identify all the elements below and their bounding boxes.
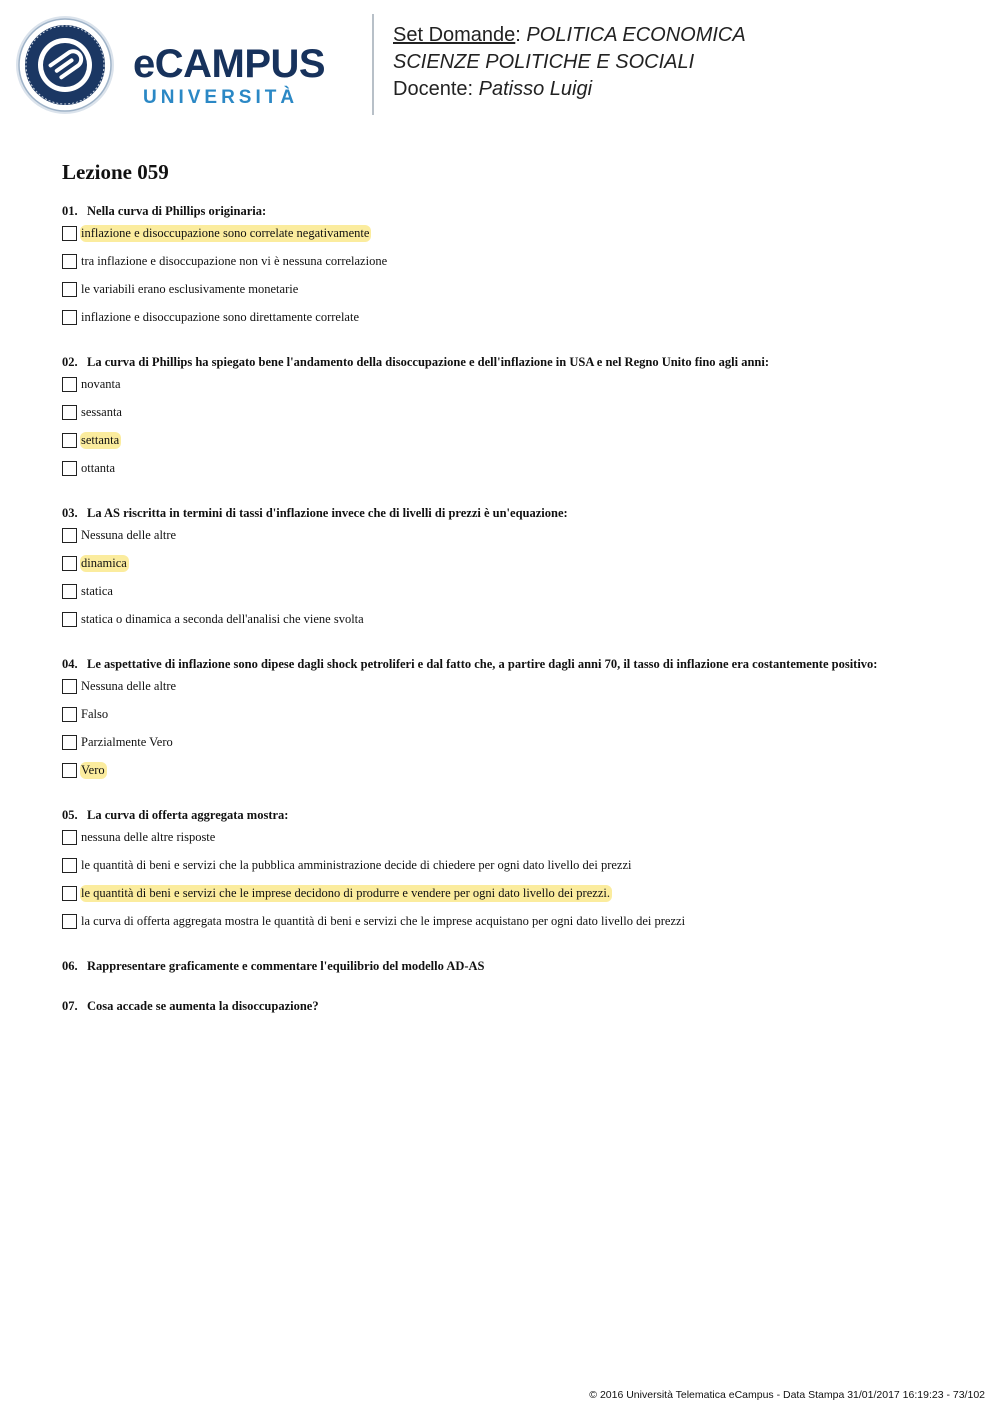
checkbox[interactable] bbox=[62, 310, 77, 325]
teacher-label: Docente: bbox=[393, 78, 474, 100]
answer-label: la curva di offerta aggregata mostra le quantità di beni e servizi che le imprese acquistano per ogni dato livello dei prezzi bbox=[81, 913, 686, 928]
answer-label: statica bbox=[81, 583, 113, 598]
checkbox[interactable] bbox=[62, 282, 77, 297]
checkbox[interactable] bbox=[62, 254, 77, 269]
answer-label: inflazione e disoccupazione sono direttamente correlate bbox=[81, 309, 359, 324]
question-item bbox=[62, 998, 962, 1014]
question-item bbox=[62, 354, 962, 482]
ecampus-wordmark bbox=[133, 44, 358, 112]
answer-option[interactable] bbox=[62, 219, 962, 247]
answer-label-highlighted: Vero bbox=[81, 762, 105, 777]
answer-option[interactable] bbox=[62, 454, 962, 482]
answer-option[interactable] bbox=[62, 700, 962, 728]
brand-subtitle: UNIVERSITÀ bbox=[143, 87, 299, 108]
checkbox[interactable] bbox=[62, 612, 77, 627]
page-footer: © 2016 Università Telematica eCampus - Data Stampa 31/01/2017 16:19:23 - 73/102 bbox=[589, 1389, 985, 1401]
answer-option[interactable] bbox=[62, 756, 962, 784]
checkbox[interactable] bbox=[62, 735, 77, 750]
answer-label: statica o dinamica a seconda dell'analisi che viene svolta bbox=[81, 611, 364, 626]
checkbox[interactable] bbox=[62, 858, 77, 873]
document-header bbox=[0, 0, 1000, 130]
checkbox[interactable] bbox=[62, 405, 77, 420]
brand-name: eCAMPUS bbox=[133, 42, 326, 86]
answer-label: tra inflazione e disoccupazione non vi è nessuna correlazione bbox=[81, 253, 388, 268]
checkbox[interactable] bbox=[62, 886, 77, 901]
question-number: 02. bbox=[62, 355, 78, 369]
course-name: POLITICA ECONOMICA bbox=[526, 24, 746, 46]
teacher-line bbox=[393, 76, 746, 103]
answer-label-highlighted: le quantità di beni e servizi che le imprese decidono di produrre e vendere per ogni dato livello dei prezzi. bbox=[81, 885, 610, 900]
answer-option[interactable] bbox=[62, 672, 962, 700]
question-number: 01. bbox=[62, 204, 78, 218]
question-text bbox=[62, 505, 962, 521]
checkbox[interactable] bbox=[62, 528, 77, 543]
answer-option[interactable] bbox=[62, 521, 962, 549]
answer-label: Falso bbox=[81, 706, 109, 721]
question-number: 06. bbox=[62, 959, 78, 973]
answer-label: ottanta bbox=[81, 460, 116, 475]
checkbox[interactable] bbox=[62, 707, 77, 722]
checkbox[interactable] bbox=[62, 584, 77, 599]
answer-option[interactable] bbox=[62, 823, 962, 851]
answer-label: novanta bbox=[81, 376, 121, 391]
question-label: Cosa accade se aumenta la disoccupazione? bbox=[87, 999, 319, 1013]
answer-label: Nessuna delle altre bbox=[81, 678, 177, 693]
lesson-title: Lezione 059 bbox=[62, 160, 169, 184]
question-text bbox=[62, 203, 962, 219]
answer-label-highlighted: dinamica bbox=[81, 555, 127, 570]
question-number: 05. bbox=[62, 808, 78, 822]
answer-label: sessanta bbox=[81, 404, 122, 419]
answer-option[interactable] bbox=[62, 851, 962, 879]
checkbox[interactable] bbox=[62, 461, 77, 476]
question-item bbox=[62, 656, 962, 784]
question-number: 04. bbox=[62, 657, 78, 671]
answer-label: Parzialmente Vero bbox=[81, 734, 173, 749]
question-item bbox=[62, 807, 962, 935]
checkbox[interactable] bbox=[62, 763, 77, 778]
checkbox[interactable] bbox=[62, 226, 77, 241]
answer-label: nessuna delle altre risposte bbox=[81, 829, 216, 844]
answer-option[interactable] bbox=[62, 426, 962, 454]
question-label: La curva di Phillips ha spiegato bene l'andamento della disoccupazione e dell'inflazione in USA e nel Regno Unito fino agli anni: bbox=[87, 355, 770, 369]
answer-option[interactable] bbox=[62, 303, 962, 331]
question-text bbox=[62, 807, 962, 823]
answer-label-highlighted: inflazione e disoccupazione sono correlate negativamente bbox=[81, 225, 370, 240]
answer-label: Nessuna delle altre bbox=[81, 527, 177, 542]
answer-label-highlighted: settanta bbox=[81, 432, 120, 447]
set-label: Set Domande bbox=[393, 24, 516, 46]
answer-option[interactable] bbox=[62, 370, 962, 398]
answer-option[interactable] bbox=[62, 577, 962, 605]
ecampus-seal-logo bbox=[15, 15, 115, 115]
question-text bbox=[62, 958, 962, 974]
question-text bbox=[62, 998, 962, 1014]
question-text bbox=[62, 354, 962, 370]
answer-option[interactable] bbox=[62, 247, 962, 275]
question-label: Rappresentare graficamente e commentare l'equilibrio del modello AD-AS bbox=[87, 959, 485, 973]
checkbox[interactable] bbox=[62, 377, 77, 392]
answer-option[interactable] bbox=[62, 275, 962, 303]
course-info bbox=[393, 22, 746, 103]
faculty-name: SCIENZE POLITICHE E SOCIALI bbox=[393, 51, 695, 73]
course-line: Set Domande: POLITICA ECONOMICA bbox=[393, 24, 746, 46]
answer-label: le quantità di beni e servizi che la pubblica amministrazione decide di chiedere per ogni dato livello dei prezzi bbox=[81, 857, 632, 872]
header-divider bbox=[372, 14, 374, 115]
checkbox[interactable] bbox=[62, 433, 77, 448]
question-text bbox=[62, 656, 962, 672]
answer-option[interactable] bbox=[62, 549, 962, 577]
answer-option[interactable] bbox=[62, 879, 962, 907]
checkbox[interactable] bbox=[62, 914, 77, 929]
answer-label: le variabili erano esclusivamente monetarie bbox=[81, 281, 299, 296]
answer-option[interactable] bbox=[62, 605, 962, 633]
question-label: La AS riscritta in termini di tassi d'inflazione invece che di livelli di prezzi è un'equazione: bbox=[87, 506, 568, 520]
answer-option[interactable] bbox=[62, 398, 962, 426]
question-label: La curva di offerta aggregata mostra: bbox=[87, 808, 289, 822]
teacher-name: Patisso Luigi bbox=[478, 78, 593, 100]
question-item bbox=[62, 203, 962, 331]
question-item bbox=[62, 505, 962, 633]
question-label: Nella curva di Phillips originaria: bbox=[87, 204, 267, 218]
question-item bbox=[62, 958, 962, 974]
question-number: 07. bbox=[62, 999, 78, 1013]
question-number: 03. bbox=[62, 506, 78, 520]
checkbox[interactable] bbox=[62, 556, 77, 571]
checkbox[interactable] bbox=[62, 830, 77, 845]
question-label: Le aspettative di inflazione sono dipese dagli shock petroliferi e dal fatto che, a partire dagli anni 70, il tasso di inflazione era costantemente positivo: bbox=[87, 657, 878, 671]
checkbox[interactable] bbox=[62, 679, 77, 694]
answer-option[interactable] bbox=[62, 728, 962, 756]
answer-option[interactable] bbox=[62, 907, 962, 935]
